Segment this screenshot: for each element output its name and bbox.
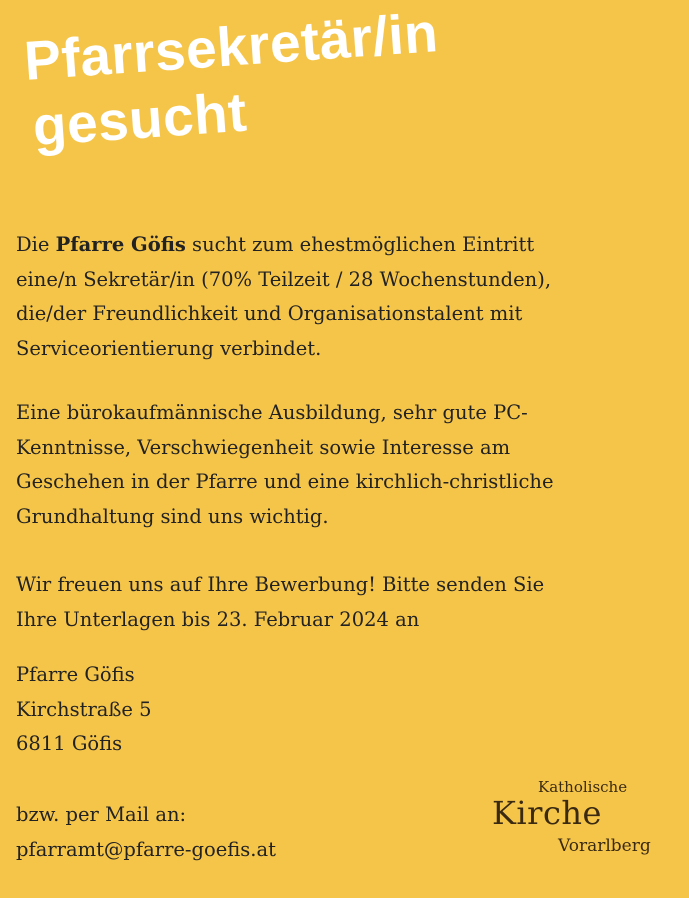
intro-paragraph [16, 228, 676, 366]
application-line-2: Ihre Unterlagen bis 23. Februar 2024 an [16, 607, 420, 631]
email-contact [16, 798, 436, 867]
intro-line-1-rest: sucht zum ehestmöglichen Eintritt [185, 233, 535, 256]
parish-name-bold: Pfarre Göfis [55, 233, 186, 256]
requirements-line-1: Eine bürokaufmännische Ausbildung, sehr gute PC- [16, 401, 528, 424]
postal-address [16, 658, 676, 762]
application-paragraph [16, 568, 676, 637]
headline-line-2: gesucht [30, 80, 249, 158]
logo-line-vorarlberg: Vorarlberg [558, 836, 651, 856]
intro-line-2: eine/n Sekretär/in (70% Teilzeit / 28 Wochenstunden), [16, 267, 552, 291]
mail-label: bzw. per Mail an: [16, 803, 187, 826]
requirements-line-2: Kenntnisse, Verschwiegenheit sowie Interesse am [16, 435, 511, 459]
intro-line-1 [16, 228, 676, 263]
address-city: 6811 Göfis [16, 732, 123, 755]
intro-line-4: Serviceorientierung verbindet. [16, 336, 322, 360]
logo-line-kirche: Kirche [492, 794, 602, 832]
headline [22, 0, 590, 160]
katholische-kirche-vorarlberg-logo [490, 774, 670, 864]
application-line-1: Wir freuen uns auf Ihre Bewerbung! Bitte senden Sie [16, 573, 545, 596]
email-address: pfarramt@pfarre-goefis.at [16, 837, 276, 861]
intro-text: Die [16, 233, 56, 256]
requirements-line-3: Geschehen in der Pfarre und eine kirchlich-christliche [16, 470, 554, 493]
logo-line-katholische: Katholische [538, 778, 628, 796]
intro-line-3: die/der Freundlichkeit und Organisationstalent mit [16, 302, 523, 325]
requirements-line-4: Grundhaltung sind uns wichtig. [16, 504, 329, 528]
address-street: Kirchstraße 5 [16, 697, 152, 721]
address-name: Pfarre Göfis [16, 663, 135, 686]
requirements-paragraph [16, 396, 676, 534]
headline-line-1: Pfarrsekretär/in [22, 1, 441, 92]
